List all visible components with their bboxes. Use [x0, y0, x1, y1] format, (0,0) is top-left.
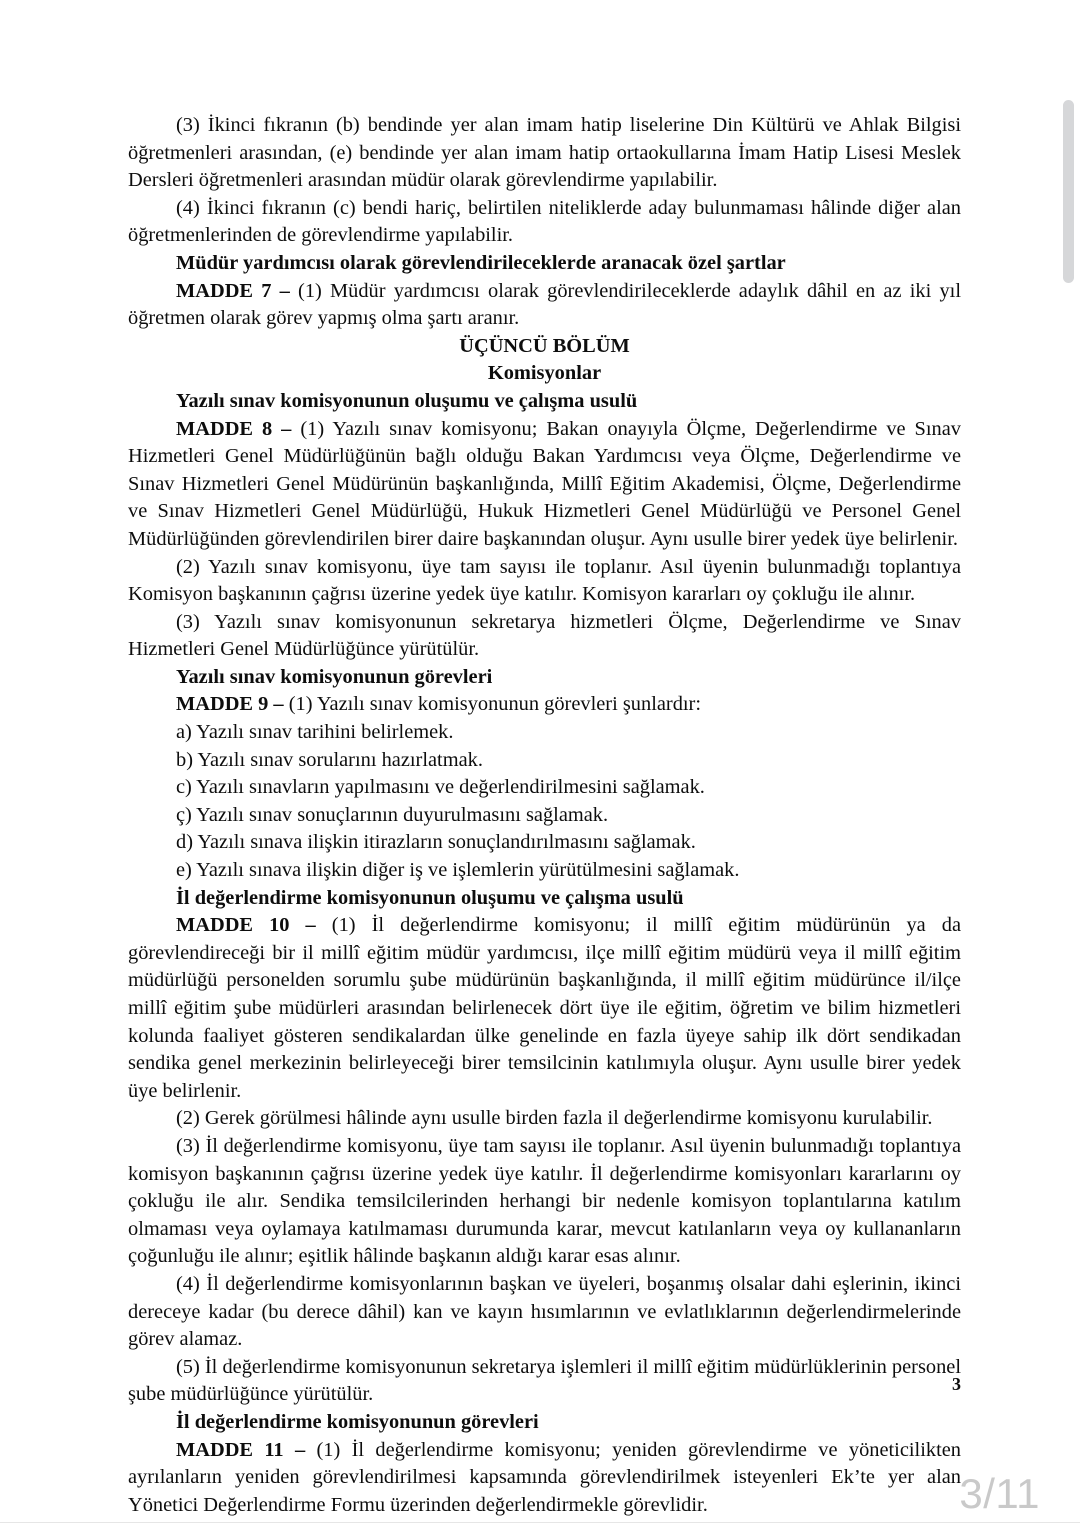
article-body: (1) Yazılı sınav komisyonunun görevleri şunlardır:: [288, 693, 702, 716]
article-paragraph: [128, 416, 961, 554]
document-text-column: [128, 112, 961, 1519]
article-body: (1) Yazılı sınav komisyonu; Bakan onayıyla Ölçme, Değerlendirme ve Sınav Hizmetleri Genel Müdürlüğünün bağlı olduğu Bakan Yardımcısı veya Ölçme, Değerlendirme ve Sınav Hizmetleri Genel Müdürünün başkanlığında, Millî Eğitim Akademisi, Ölçme, Değerlendirme ve Sınav Hizmetleri Genel Müdürlüğü, Hukuk Hizmetleri Genel Müdürlüğü ve Personel Genel Müdürlüğünden görevlendirilen birer daire başkanından oluşur. Aynı usulle birer yedek üye belirlenir.: [128, 417, 961, 550]
article-paragraph: [128, 278, 961, 333]
chapter-heading: ÜÇÜNCÜ BÖLÜM: [459, 334, 630, 357]
article-number: MADDE 8 –: [176, 417, 301, 440]
article-heading: Müdür yardımcısı olarak görevlendirileceklerde aranacak özel şartlar: [176, 251, 786, 274]
printed-page-number: 3: [952, 1374, 961, 1394]
article-heading: İl değerlendirme komisyonunun görevleri: [176, 1410, 539, 1433]
article-number: MADDE 10 –: [176, 914, 332, 937]
body-paragraph: (2) Gerek görülmesi hâlinde aynı usulle birden fazla il değerlendirme komisyonu kurulabilir.: [176, 1107, 933, 1130]
list-item: c) Yazılı sınavların yapılmasını ve değerlendirilmesini sağlamak.: [176, 776, 705, 799]
article-number: MADDE 9 –: [176, 693, 289, 716]
list-item: d) Yazılı sınava ilişkin itirazların sonuçlandırılmasını sağlamak.: [176, 831, 696, 854]
article-heading: Yazılı sınav komisyonunun oluşumu ve çalışma usulü: [176, 389, 638, 412]
article-number: MADDE 7 –: [176, 279, 299, 302]
article-heading: İl değerlendirme komisyonunun oluşumu ve çalışma usulü: [176, 886, 684, 909]
list-item: e) Yazılı sınava ilişkin diğer iş ve işlemlerin yürütülmesini sağlamak.: [176, 859, 740, 882]
body-paragraph: (4) İl değerlendirme komisyonlarının başkan ve üyeleri, boşanmış olsalar dahi eşlerinin, ikinci dereceye kadar (bu derece dâhil) kan ve kayın hısımlarının ve evlatlıklarının değerlendirmelerinde görev alamaz.: [128, 1272, 961, 1351]
article-body: (1) İl değerlendirme komisyonu; il millî eğitim müdürünün ya da görevlendireceği bir il millî eğitim müdür yardımcısı, ilçe millî eğitim müdürü veya il millî eğitim müdürlüğü personelden sorumlu şube müdürünün başkanlığında, il millî eğitim müdürünce il/ilçe millî eğitim şube müdürleri arasından belirlenecek dört üye ile eğitim, öğretim ve bilim hizmetleri kolunda faaliyet gösteren sendikalardan ülke genelinde en fazla üyeye sahip ilk dört sendikadan sendika genel merkezinin belirleyeceği birer temsilcinin katılımıyla oluşur. Aynı usulle birer yedek üye belirlenir.: [128, 914, 962, 1102]
body-paragraph: (4) İkinci fıkranın (c) bendi hariç, belirtilen niteliklerde aday bulunmaması hâlinde diğer alan öğretmenlerinden de görevlendirme yapılabilir.: [128, 196, 961, 247]
article-number: MADDE 11 –: [176, 1438, 317, 1461]
list-item: a) Yazılı sınav tarihini belirlemek.: [176, 721, 454, 744]
chapter-heading: Komisyonlar: [487, 362, 602, 385]
vertical-scrollbar-track[interactable]: [1058, 0, 1080, 1523]
body-paragraph: (3) İl değerlendirme komisyonu, üye tam sayısı ile toplanır. Asıl üyenin bulunmadığı toplantıya komisyon başkanının çağrısı üzerine yedek üye katılır. İl değerlendirme komisyonları kararlarını oy çokluğu ile alır. Sendika temsilcilerinden herhangi bir nedenle komisyon toplantılarına katılım olmaması veya oylamaya katılmaması durumunda karar, mevcut katılanların veya oy kullananların çoğunluğu ile alınır; eşitlik hâlinde başkanın aldığı karar esas alınır.: [128, 1134, 961, 1268]
body-paragraph: (2) Yazılı sınav komisyonu, üye tam sayısı ile toplanır. Asıl üyenin bulunmadığı toplantıya Komisyon başkanının çağrısı üzerine yedek üye katılır. Komisyon kararları oy çokluğu ile alınır.: [128, 555, 961, 606]
page-counter-overlay: 3/11: [959, 1470, 1040, 1517]
body-paragraph: (3) İkinci fıkranın (b) bendinde yer alan imam hatip liselerine Din Kültürü ve Ahlak Bilgisi öğretmenleri arasından, (e) bendinde yer alan imam hatip ortaokullarına İmam Hatip Lisesi Meslek Dersleri öğretmenleri arasından müdür olarak görevlendirme yapılabilir.: [128, 114, 961, 192]
article-heading: Yazılı sınav komisyonunun görevleri: [176, 665, 493, 688]
article-body: (1) İl değerlendirme komisyonu; yeniden görevlendirme ve yöneticilikten ayrılanların yeniden görevlendirilmesi kapsamında görevlendirilmek isteyenleri Ek’te yer alan Yönetici Değerlendirme Formu üzerinden değerlendirmekle görevlidir.: [128, 1438, 961, 1516]
article-paragraph: [128, 1437, 961, 1520]
article-paragraph: [128, 691, 961, 719]
body-paragraph: (3) Yazılı sınav komisyonunun sekretarya hizmetleri Ölçme, Değerlendirme ve Sınav Hizmetleri Genel Müdürlüğünce yürütülür.: [128, 610, 961, 661]
body-paragraph: (5) İl değerlendirme komisyonunun sekretarya işlemleri il millî eğitim müdürlüklerinin personel şube müdürlüğünce yürütülür.: [128, 1355, 961, 1406]
article-paragraph: [128, 912, 961, 1105]
list-item: ç) Yazılı sınav sonuçlarının duyurulmasını sağlamak.: [176, 803, 609, 826]
vertical-scrollbar-thumb[interactable]: [1063, 100, 1074, 283]
list-item: b) Yazılı sınav sorularını hazırlatmak.: [176, 748, 483, 771]
article-body: (1) Müdür yardımcısı olarak görevlendirileceklerde adaylık dâhil en az iki yıl öğretmen olarak görev yapmış olma şartı aranır.: [128, 279, 961, 330]
